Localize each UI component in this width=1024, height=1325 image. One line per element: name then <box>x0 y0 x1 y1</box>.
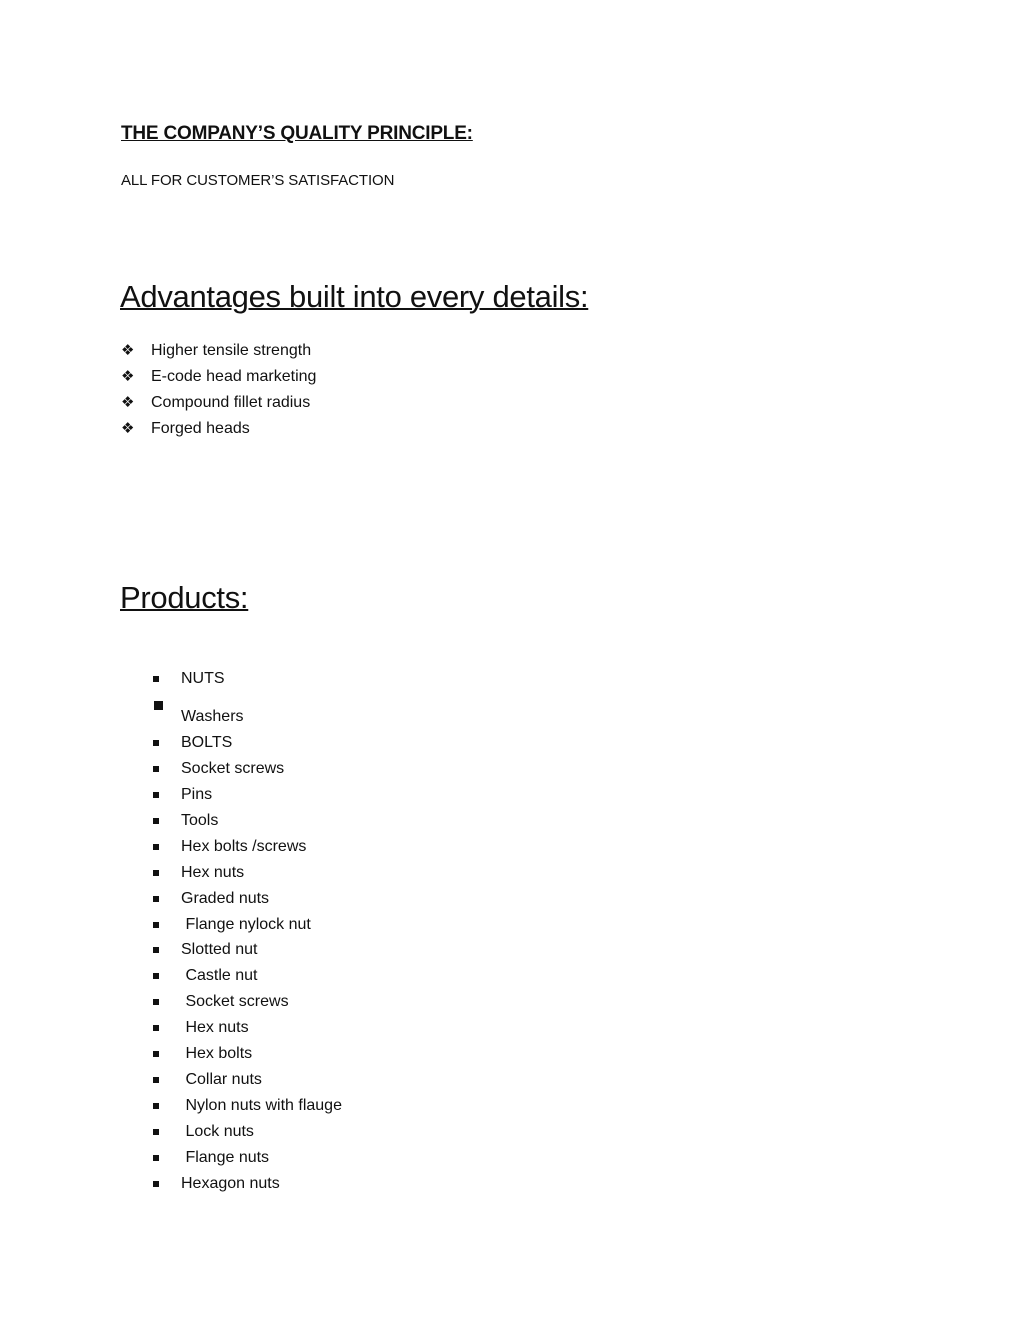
square-bullet-icon <box>153 844 159 850</box>
list-item <box>121 418 316 444</box>
advantages-heading: Advantages built into every details: <box>120 279 589 314</box>
list-item <box>152 1017 342 1043</box>
list-item <box>152 810 342 836</box>
list-item-label: Collar nuts <box>181 1071 262 1089</box>
list-item <box>152 1043 342 1069</box>
square-bullet-icon <box>153 870 159 876</box>
list-item <box>152 1069 342 1095</box>
square-bullet-icon <box>153 676 159 682</box>
list-item <box>152 784 342 810</box>
square-bullet-icon <box>153 1025 159 1031</box>
square-bullet-icon <box>153 999 159 1005</box>
square-bullet-icon <box>153 792 159 798</box>
square-bullet-icon <box>153 1181 159 1187</box>
list-item <box>152 991 342 1017</box>
list-item <box>152 862 342 888</box>
list-item-label: Hex nuts <box>181 863 245 881</box>
diamond-bullet-icon: ❖ <box>121 368 135 385</box>
list-item-label: E-code head marketing <box>151 368 317 385</box>
list-item-label: Nylon nuts with flauge <box>181 1097 342 1115</box>
list-item-label: BOLTS <box>181 733 233 751</box>
square-bullet-icon <box>153 1103 159 1109</box>
list-item <box>152 758 342 784</box>
list-item-label: Hex bolts /screws <box>181 837 307 855</box>
square-bullet-icon <box>153 1077 159 1083</box>
list-item <box>152 888 342 914</box>
square-bullet-icon <box>153 922 159 928</box>
products-heading: Products: <box>120 580 249 615</box>
list-item-label: Higher tensile strength <box>151 342 312 359</box>
list-item <box>152 1147 342 1173</box>
list-item-label: Castle nut <box>181 967 258 985</box>
list-item <box>121 392 316 418</box>
square-bullet-icon <box>153 973 159 979</box>
list-item <box>152 668 342 694</box>
list-item-label: Lock nuts <box>181 1123 254 1140</box>
list-item <box>152 1121 342 1147</box>
list-item <box>152 694 342 732</box>
products-list <box>152 668 342 1199</box>
square-bullet-icon <box>153 1155 159 1161</box>
diamond-bullet-icon: ❖ <box>121 342 135 359</box>
list-item <box>152 1095 342 1121</box>
square-bullet-icon <box>154 701 163 710</box>
list-item-label: Washers <box>181 707 244 725</box>
quality-principle-subheading: ALL FOR CUSTOMER’S SATISFACTION <box>121 172 395 189</box>
list-item-label: Graded nuts <box>181 889 270 907</box>
list-item-label: Flange nuts <box>181 1148 270 1166</box>
list-item <box>152 1173 342 1199</box>
square-bullet-icon <box>153 896 159 902</box>
square-bullet-icon <box>153 766 159 772</box>
list-item-label: Hexagon nuts <box>181 1174 280 1192</box>
list-item-label: Tools <box>181 811 219 829</box>
advantages-list <box>121 340 316 444</box>
list-item-label: Socket screws <box>181 993 289 1011</box>
list-item <box>152 965 342 991</box>
list-item <box>121 366 316 392</box>
list-item-label: NUTS <box>181 670 225 687</box>
list-item-label: Socket screws <box>181 759 285 777</box>
list-item-label: Hex nuts <box>181 1019 249 1037</box>
list-item <box>152 836 342 862</box>
list-item-label: Slotted nut <box>181 941 258 959</box>
diamond-bullet-icon: ❖ <box>121 420 135 437</box>
quality-principle-heading: THE COMPANY’S QUALITY PRINCIPLE: <box>121 123 473 144</box>
list-item-label: Forged heads <box>151 420 250 437</box>
square-bullet-icon <box>153 1051 159 1057</box>
list-item <box>152 914 342 940</box>
square-bullet-icon <box>153 1129 159 1135</box>
list-item <box>152 732 342 758</box>
list-item-label: Hex bolts <box>181 1045 253 1063</box>
diamond-bullet-icon: ❖ <box>121 394 135 411</box>
list-item-label: Flange nylock nut <box>181 915 311 933</box>
square-bullet-icon <box>153 947 159 953</box>
list-item <box>121 340 316 366</box>
list-item <box>152 939 342 965</box>
list-item-label: Compound fillet radius <box>151 394 311 411</box>
square-bullet-icon <box>153 740 159 746</box>
list-item-label: Pins <box>181 785 213 803</box>
square-bullet-icon <box>153 818 159 824</box>
